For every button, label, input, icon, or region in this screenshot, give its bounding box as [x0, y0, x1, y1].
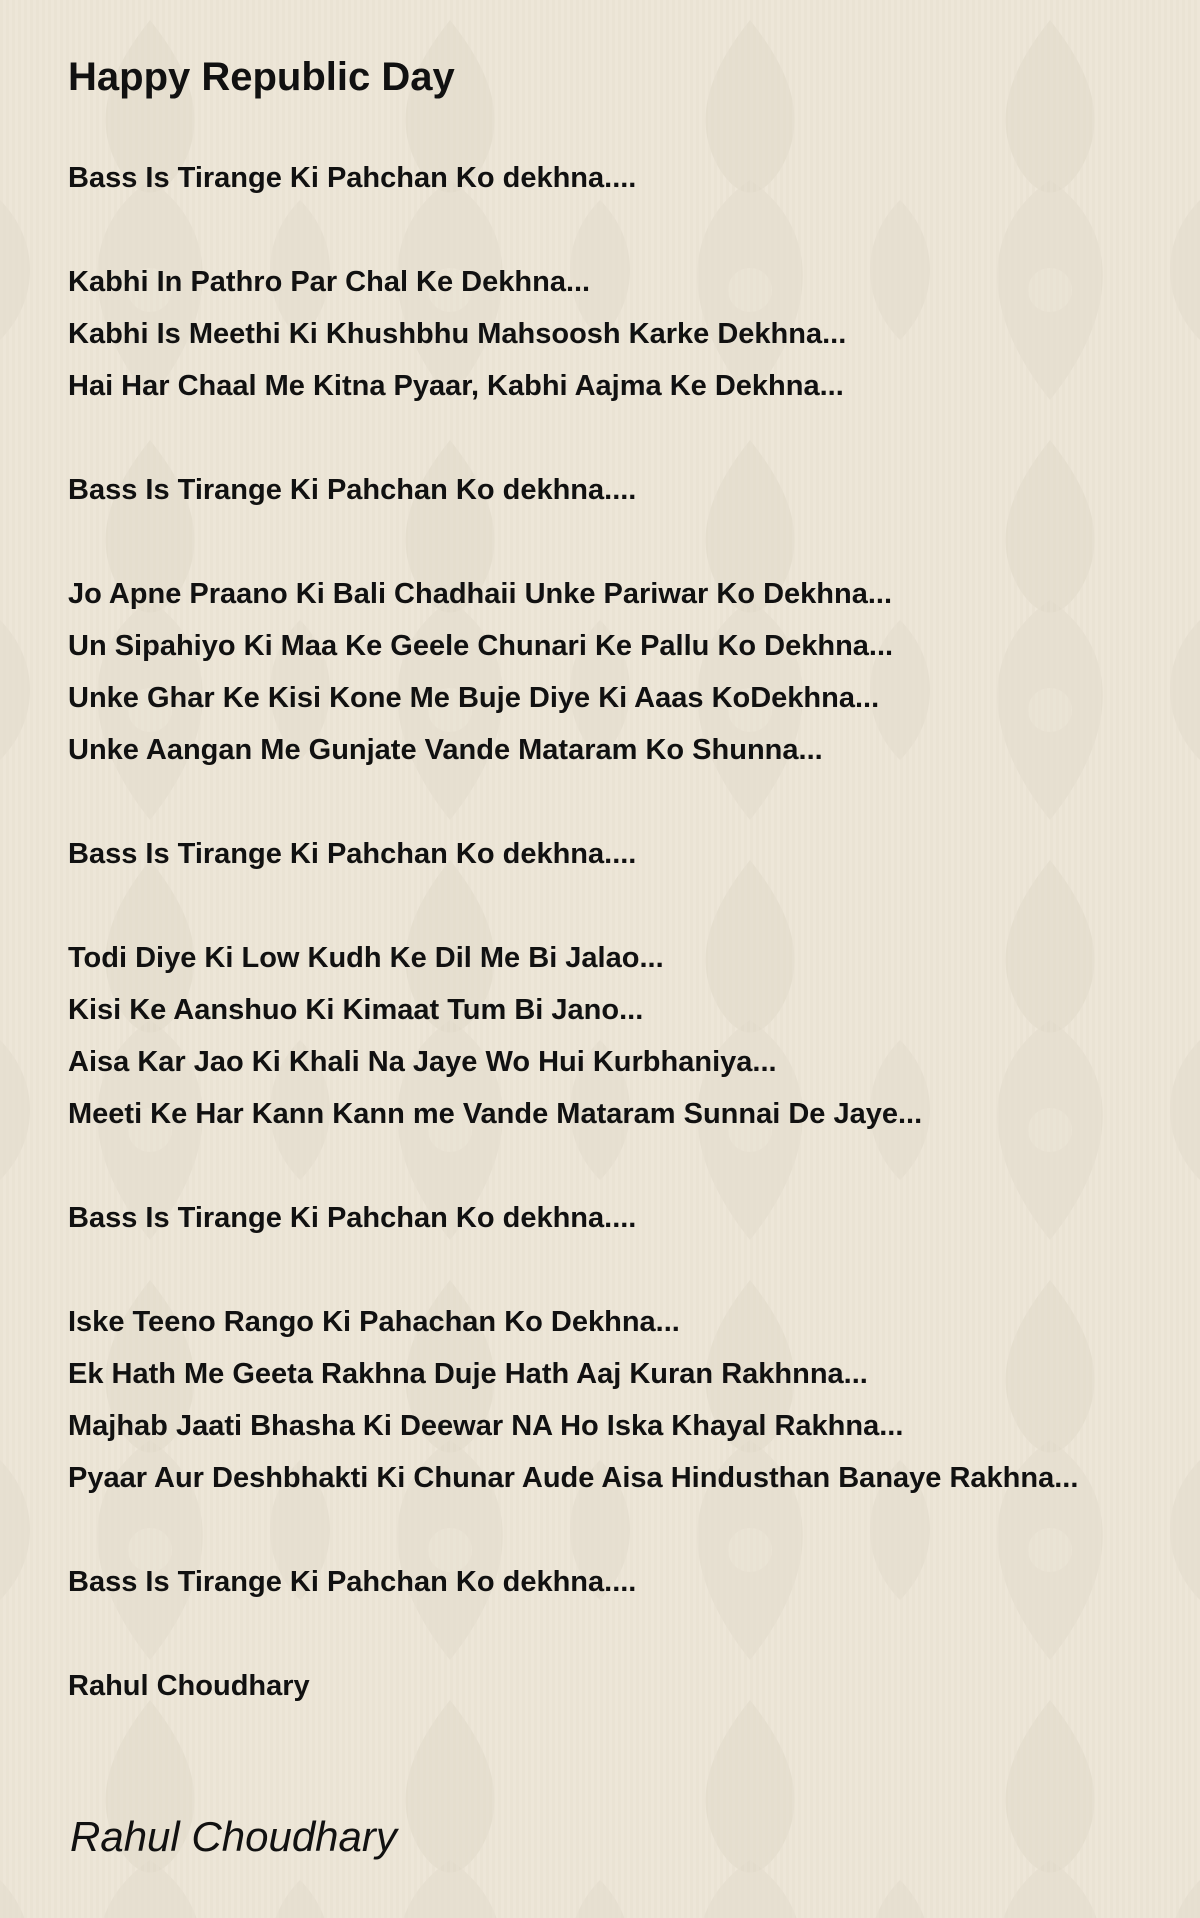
stanza-break — [68, 204, 1198, 256]
poem-line: Kabhi Is Meethi Ki Khushbhu Mahsoosh Karke Dekhna... — [68, 318, 847, 350]
poem-line: Jo Apne Praano Ki Bali Chadhaii Unke Pariwar Ko Dekhna... — [68, 578, 893, 610]
poem-line: Bass Is Tirange Ki Pahchan Ko dekhna.... — [68, 1202, 637, 1234]
stanza-break — [68, 516, 1198, 568]
poem-line: Un Sipahiyo Ki Maa Ke Geele Chunari Ke Pallu Ko Dekhna... — [68, 630, 894, 662]
author-signature: Rahul Choudhary — [70, 1813, 397, 1860]
poem-title: Happy Republic Day — [68, 55, 455, 99]
stanza-break — [68, 776, 1198, 828]
poem-line: Kisi Ke Aanshuo Ki Kimaat Tum Bi Jano... — [68, 994, 644, 1026]
poem-line: Aisa Kar Jao Ki Khali Na Jaye Wo Hui Kurbhaniya... — [68, 1046, 777, 1078]
poem-author: Rahul Choudhary — [68, 1670, 310, 1702]
poem-line: Pyaar Aur Deshbhakti Ki Chunar Aude Aisa Hindusthan Banaye Rakhna... — [68, 1462, 1079, 1494]
poem-line: Hai Har Chaal Me Kitna Pyaar, Kabhi Aajma Ke Dekhna... — [68, 370, 844, 402]
poem-line: Iske Teeno Rango Ki Pahachan Ko Dekhna... — [68, 1306, 680, 1338]
poem-line: Bass Is Tirange Ki Pahchan Ko dekhna.... — [68, 162, 637, 194]
poem-line: Todi Diye Ki Low Kudh Ke Dil Me Bi Jalao... — [68, 942, 664, 974]
stanza-break — [68, 412, 1198, 464]
poem-line: Kabhi In Pathro Par Chal Ke Dekhna... — [68, 266, 591, 298]
poem-line: Unke Ghar Ke Kisi Kone Me Buje Diye Ki Aaas KoDekhna... — [68, 682, 880, 714]
stanza-break — [68, 880, 1198, 932]
poem-line: Unke Aangan Me Gunjate Vande Mataram Ko Shunna... — [68, 734, 823, 766]
poem-line: Bass Is Tirange Ki Pahchan Ko dekhna.... — [68, 838, 637, 870]
poem-card — [68, 50, 1198, 1712]
stanza-break — [68, 1608, 1198, 1660]
stanza-break — [68, 1244, 1198, 1296]
poem-line: Majhab Jaati Bhasha Ki Deewar NA Ho Iska Khayal Rakhna... — [68, 1410, 904, 1442]
stanza-break — [68, 1140, 1198, 1192]
poem-line: Bass Is Tirange Ki Pahchan Ko dekhna.... — [68, 474, 637, 506]
poem-line: Bass Is Tirange Ki Pahchan Ko dekhna.... — [68, 1566, 637, 1598]
poem-body — [68, 152, 1198, 1712]
stanza-break — [68, 1504, 1198, 1556]
poem-line: Ek Hath Me Geeta Rakhna Duje Hath Aaj Kuran Rakhnna... — [68, 1358, 868, 1390]
poem-line: Meeti Ke Har Kann Kann me Vande Mataram Sunnai De Jaye... — [68, 1098, 923, 1130]
